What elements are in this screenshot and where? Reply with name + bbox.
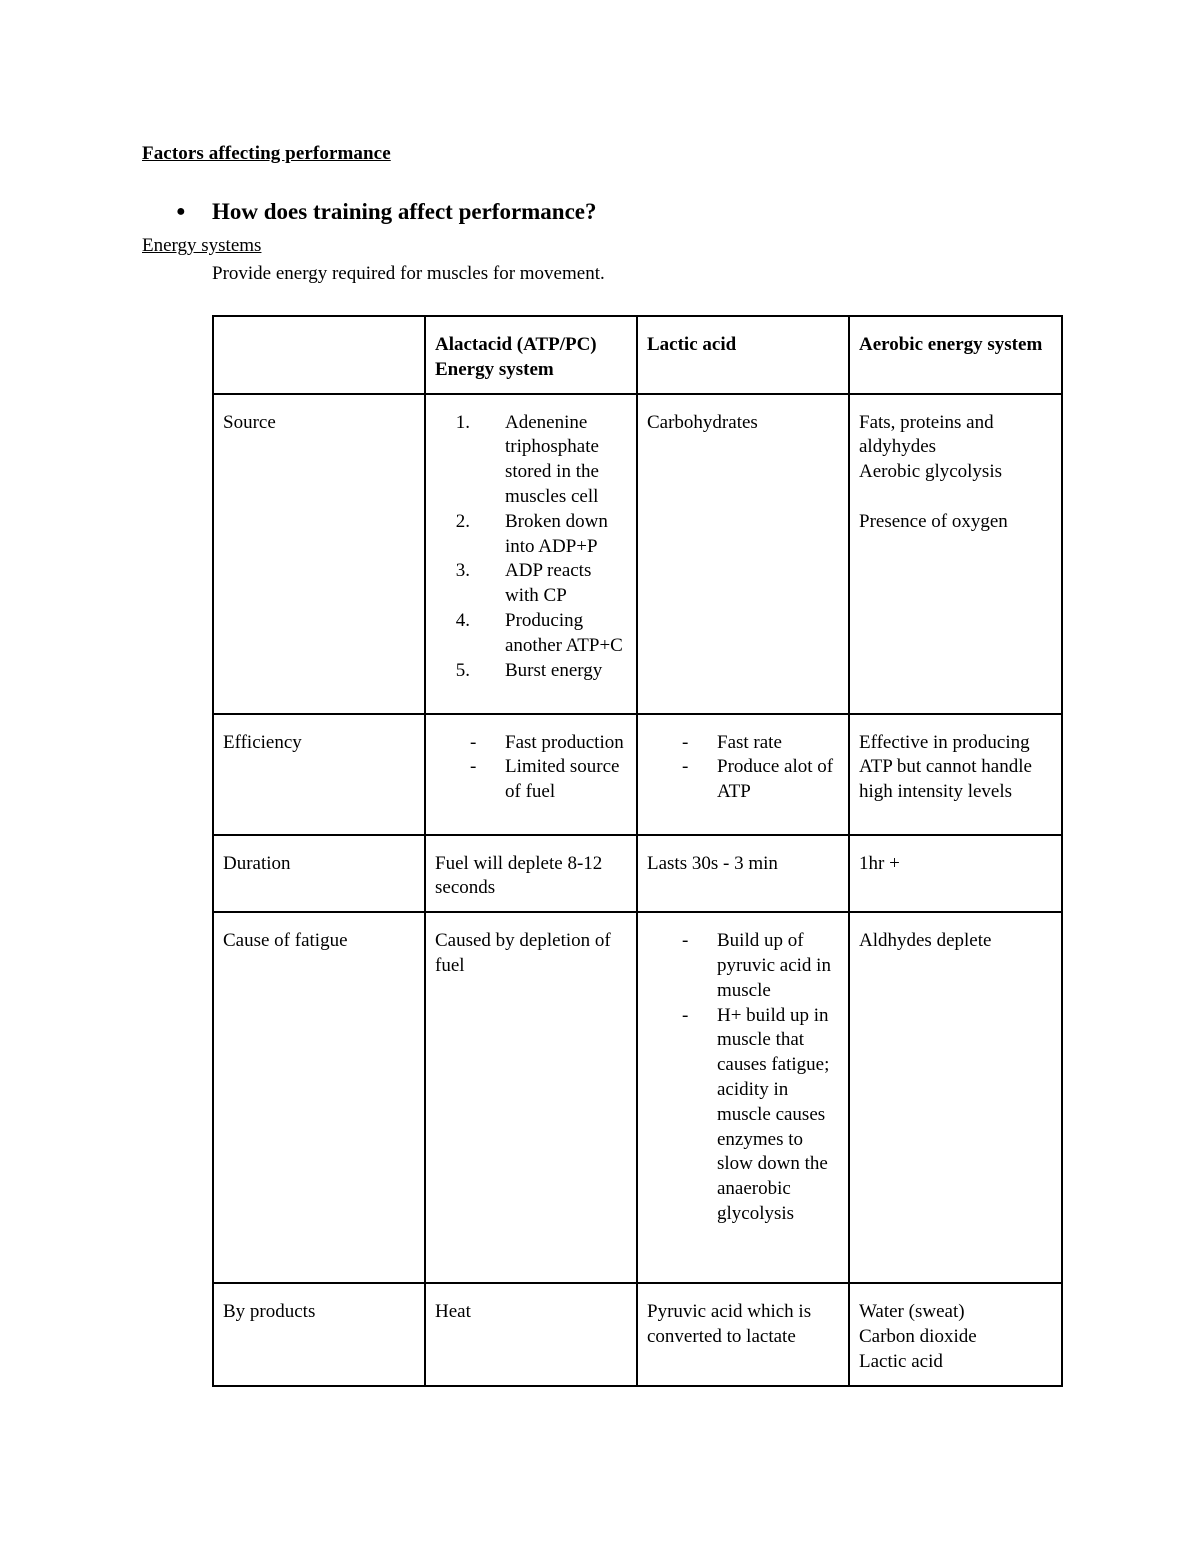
cell-byproducts-alactacid: Heat — [425, 1283, 637, 1385]
dash-marker: - — [682, 731, 689, 753]
header-cell-alactacid: Alactacid (ATP/PC) Energy system — [425, 316, 637, 394]
cell-byproducts-lactic: Pyruvic acid which is converted to lactate — [637, 1283, 849, 1385]
cell-efficiency-alactacid — [425, 714, 637, 835]
question-bullet-item — [176, 199, 597, 225]
cell-duration-alactacid: Fuel will deplete 8-12 seconds — [425, 835, 637, 913]
table-row — [213, 714, 1062, 835]
cell-duration-lactic: Lasts 30s - 3 min — [637, 835, 849, 913]
list-item — [435, 659, 628, 684]
dash-marker: - — [682, 1004, 689, 1026]
cell-source-alactacid — [425, 394, 637, 714]
list-text: Burst energy — [505, 659, 603, 681]
list-item — [435, 510, 628, 560]
list-item — [435, 411, 628, 510]
cell-source-aerobic — [849, 394, 1062, 714]
row-label-efficiency: Efficiency — [213, 714, 425, 835]
efficiency-lactic-list — [647, 731, 840, 805]
list-item — [647, 731, 840, 756]
section-intro: Provide energy required for muscles for movement. — [212, 263, 605, 284]
header-cell-blank — [213, 316, 425, 394]
list-item — [435, 731, 628, 756]
list-item — [647, 1004, 840, 1227]
fatigue-lactic-list — [647, 929, 840, 1227]
list-text: H+ build up in muscle that causes fatigue; acidity in muscle causes enzymes to slow down the anaerobic glycolysis — [717, 1004, 830, 1224]
list-number: 1. — [455, 411, 470, 433]
cell-fatigue-aerobic: Aldhydes deplete — [849, 912, 1062, 1283]
blank-line — [859, 485, 1053, 510]
cell-line: Presence of oxygen — [859, 510, 1008, 532]
section-heading: Energy systems — [142, 235, 262, 256]
table-row — [213, 394, 1062, 714]
list-text: Fast rate — [717, 731, 782, 753]
row-label-source: Source — [213, 394, 425, 714]
list-item — [435, 559, 628, 609]
list-item — [647, 755, 840, 805]
row-label-duration: Duration — [213, 835, 425, 913]
list-number: 2. — [455, 510, 470, 532]
list-number: 4. — [455, 609, 470, 631]
energy-systems-table — [212, 315, 1063, 1387]
source-steps-list — [435, 411, 628, 684]
list-item — [435, 609, 628, 659]
header-cell-lactic: Lactic acid — [637, 316, 849, 394]
list-text: Limited source of fuel — [505, 756, 620, 803]
cell-source-lactic: Carbohydrates — [637, 394, 849, 714]
table-row — [213, 835, 1062, 913]
question-heading: How does training affect performance? — [212, 199, 597, 224]
list-item — [647, 929, 840, 1003]
row-label-byproducts: By products — [213, 1283, 425, 1385]
table-row — [213, 912, 1062, 1283]
dash-marker: - — [682, 756, 689, 778]
dash-marker: - — [470, 731, 477, 753]
cell-efficiency-aerobic: Effective in producing ATP but cannot handle high intensity levels — [849, 714, 1062, 835]
list-number: 3. — [455, 560, 470, 582]
dash-marker: - — [682, 930, 689, 952]
bullet-icon: ● — [176, 203, 186, 220]
cell-line: Lactic acid — [859, 1350, 943, 1372]
efficiency-alactacid-list — [435, 731, 628, 805]
row-label-fatigue: Cause of fatigue — [213, 912, 425, 1283]
list-number: 5. — [455, 659, 470, 681]
cell-efficiency-lactic — [637, 714, 849, 835]
cell-fatigue-lactic — [637, 912, 849, 1283]
list-text: Build up of pyruvic acid in muscle — [717, 930, 831, 1001]
cell-byproducts-aerobic — [849, 1283, 1062, 1385]
list-text: Adenenine triphosphate stored in the muscles cell — [505, 411, 599, 507]
document-title: Factors affecting performance — [142, 143, 391, 164]
list-text: Producing another ATP+C — [505, 609, 623, 656]
cell-duration-aerobic: 1hr + — [849, 835, 1062, 913]
cell-line: Aerobic glycolysis — [859, 461, 1003, 483]
cell-line: Carbon dioxide — [859, 1325, 977, 1347]
cell-fatigue-alactacid: Caused by depletion of fuel — [425, 912, 637, 1283]
list-text: Fast production — [505, 731, 624, 753]
table-header-row — [213, 316, 1062, 394]
list-text: ADP reacts with CP — [505, 560, 592, 607]
list-item — [435, 755, 628, 805]
cell-line: Fats, proteins and aldyhydes — [859, 411, 994, 458]
table-row — [213, 1283, 1062, 1385]
header-cell-aerobic: Aerobic energy system — [849, 316, 1062, 394]
dash-marker: - — [470, 756, 477, 778]
cell-line: Water (sweat) — [859, 1301, 965, 1323]
list-text: Produce alot of ATP — [717, 756, 834, 803]
list-text: Broken down into ADP+P — [505, 510, 608, 557]
